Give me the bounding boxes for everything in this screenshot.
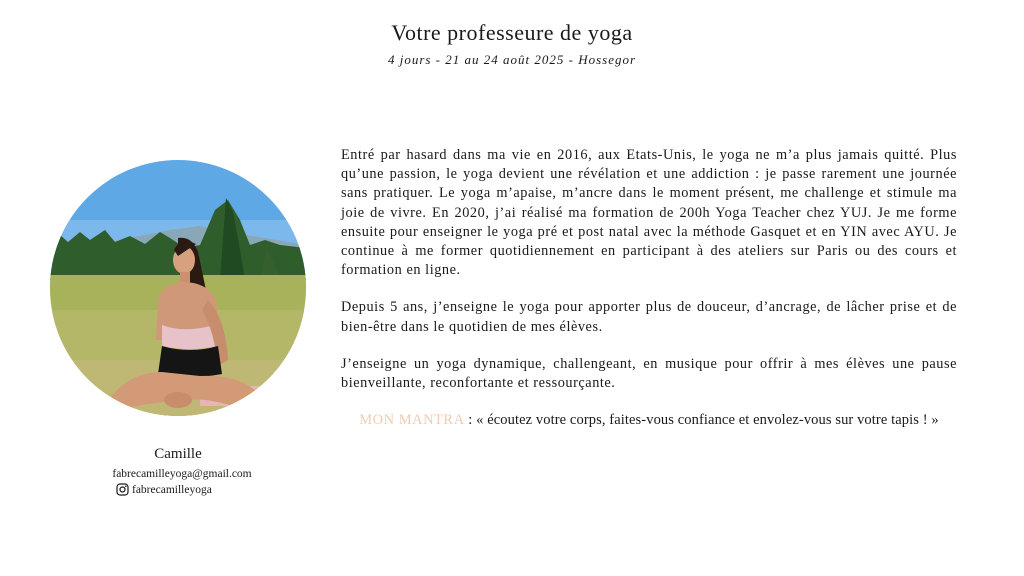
mantra xyxy=(341,411,957,431)
teacher-photo xyxy=(50,160,306,416)
page-subtitle: 4 jours - 21 au 24 août 2025 - Hossegor xyxy=(387,52,637,67)
instagram-handle xyxy=(116,483,212,496)
teacher-name: Camille xyxy=(154,446,202,462)
instagram-icon xyxy=(116,483,129,496)
teacher-bio xyxy=(341,146,957,449)
instagram-handle-text: fabrecamilleyoga xyxy=(132,483,212,496)
mantra-label: MON MANTRA xyxy=(359,412,465,429)
bio-paragraph-2: Depuis 5 ans, j’enseigne le yoga pour apporter plus de douceur, d’ancrage, de lâcher prise et de bien-être dans le quotidien de mes élèves. xyxy=(341,299,957,335)
page-title: Votre professeure de yoga xyxy=(391,20,633,45)
bio-paragraph-1: Entré par hasard dans ma vie en 2016, aux Etats-Unis, le yoga ne m’a plus jamais quitté. Plus qu’une passion, le yoga devient une révélation et une addiction : je passe rarement une journée sans pratiquer. Le yoga m’apaise, m’ancre dans le moment présent, me challenge et stimule ma joie de vivre. En 2020, j’ai réalisé ma formation de 200h Yoga Teacher chez YUJ. Je me forme ensuite pour enseigner le yoga pré et post natal avec la méthode Gasquet et en YIN avec AYU. Je continue à me former quotidiennement en participant à des ateliers sur Paris ou des cours et formation en ligne. xyxy=(341,147,957,279)
teacher-email: fabrecamilleyoga@gmail.com xyxy=(112,468,252,480)
bio-paragraph-3: J’enseigne un yoga dynamique, challengeant, en musique pour offrir à mes élèves une pause bienveillante, reconfortante et ressourçante. xyxy=(341,355,957,392)
mantra-text: : « écoutez votre corps, faites-vous confiance et envolez-vous sur votre tapis ! » xyxy=(464,412,939,429)
